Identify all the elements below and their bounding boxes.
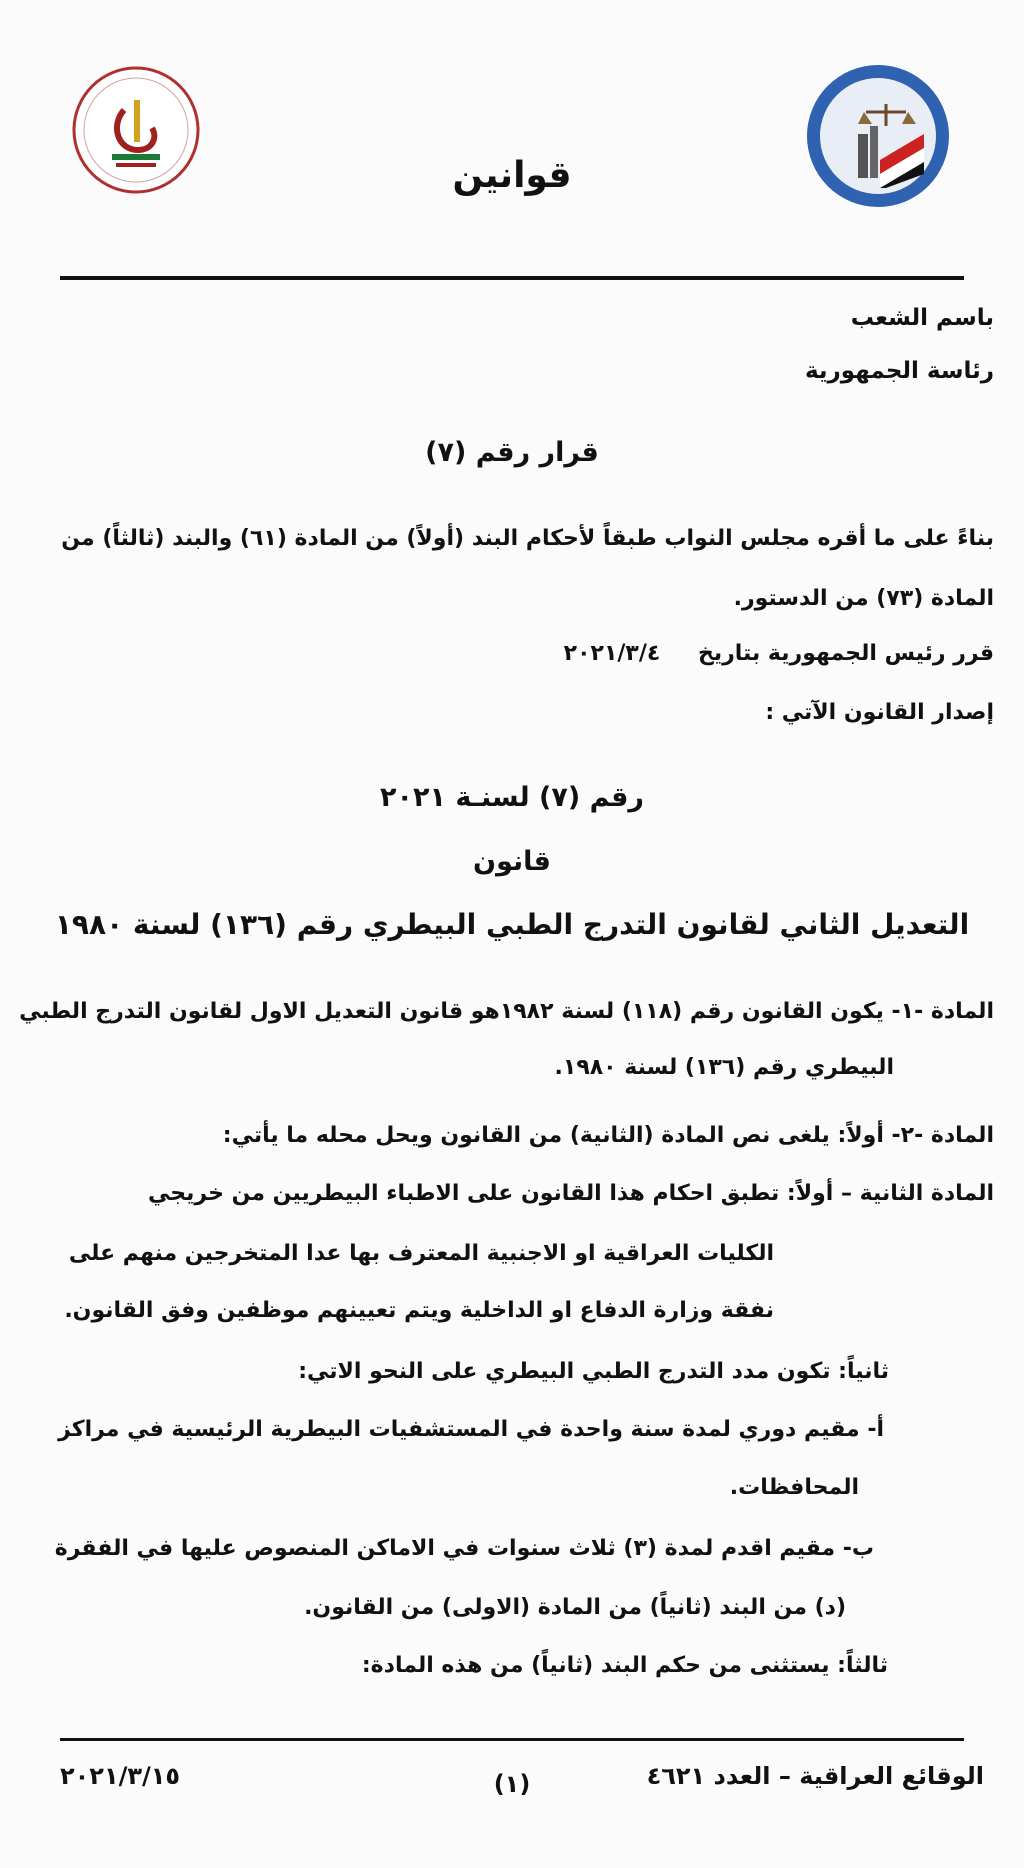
issuance-statement: إصدار القانون الآتي : — [765, 700, 994, 725]
decision-paragraph-line: بناءً على ما أقره مجلس النواب طبقاً لأحكام البند (أولاً) من المادة (٦١) والبند (ثالثاً) من — [61, 526, 994, 551]
in-the-name-of-the-people: باسم الشعب — [850, 305, 994, 331]
clause-ba-line: ب- مقيم اقدم لمدة (٣) ثلاث سنوات في الاماكن المنصوص عليها في الفقرة — [54, 1536, 874, 1561]
publication-date: ٢٠٢١/٣/١٥ — [60, 1762, 181, 1790]
law-number: رقم (٧) لسنـة ٢٠٢١ — [380, 782, 644, 813]
presidency-of-the-republic: رئاسة الجمهورية — [804, 358, 994, 384]
clause-alef-line: أ- مقيم دوري لمدة سنة واحدة في المستشفيات البيطرية الرئيسية في مراكز — [58, 1417, 884, 1442]
page-title: قوانين — [452, 155, 572, 196]
article-2-line: نفقة وزارة الدفاع او الداخلية ويتم تعيينهم موظفين وفق القانون. — [64, 1298, 774, 1323]
law-subject: التعديل الثاني لقانون التدرج الطبي البيطري رقم (١٣٦) لسنة ١٩٨٠ — [54, 908, 970, 941]
page-number: (١) — [493, 1770, 531, 1798]
clause-alef-line: المحافظات. — [729, 1475, 859, 1500]
article-2-line: المادة الثانية – أولاً: تطبق احكام هذا القانون على الاطباء البيطريين من خريجي — [148, 1181, 994, 1206]
clause-ba-line: (د) من البند (ثانياً) من المادة (الاولى) من القانون. — [304, 1595, 846, 1620]
decision-date: ٢٠٢١/٣/٤ — [563, 641, 661, 666]
decision-paragraph-line: المادة (٧٣) من الدستور. — [733, 586, 994, 611]
header-divider — [60, 276, 964, 280]
gazette-issue: الوقائع العراقية – العدد ٤٦٢١ — [646, 1762, 984, 1790]
second-clause-title: ثانياً: تكون مدد التدرج الطبي البيطري على النحو الاتي: — [298, 1359, 889, 1384]
article-1-line: البيطري رقم (١٣٦) لسنة ١٩٨٠. — [554, 1055, 894, 1080]
decided-by-president-text: قرر رئيس الجمهورية بتاريخ — [697, 641, 994, 666]
article-2-line: الكليات العراقية او الاجنبية المعترف بها عدا المتخرجين منهم على — [68, 1241, 774, 1266]
footer-divider — [60, 1738, 964, 1741]
article-2-line: المادة -٢- أولاً: يلغى نص المادة (الثانية) من القانون ويحل محله ما يأتي: — [222, 1123, 994, 1148]
decision-date-line — [30, 638, 994, 670]
third-clause: ثالثاً: يستثنى من حكم البند (ثانياً) من هذه المادة: — [361, 1653, 888, 1678]
decision-title: قرار رقم (٧) — [425, 437, 599, 468]
law-word: قانون — [473, 846, 551, 877]
article-1-line: المادة -١- يكون القانون رقم (١١٨) لسنة ١٩٨٢هو قانون التعديل الاول لقانون التدرج الطبي — [19, 999, 994, 1024]
